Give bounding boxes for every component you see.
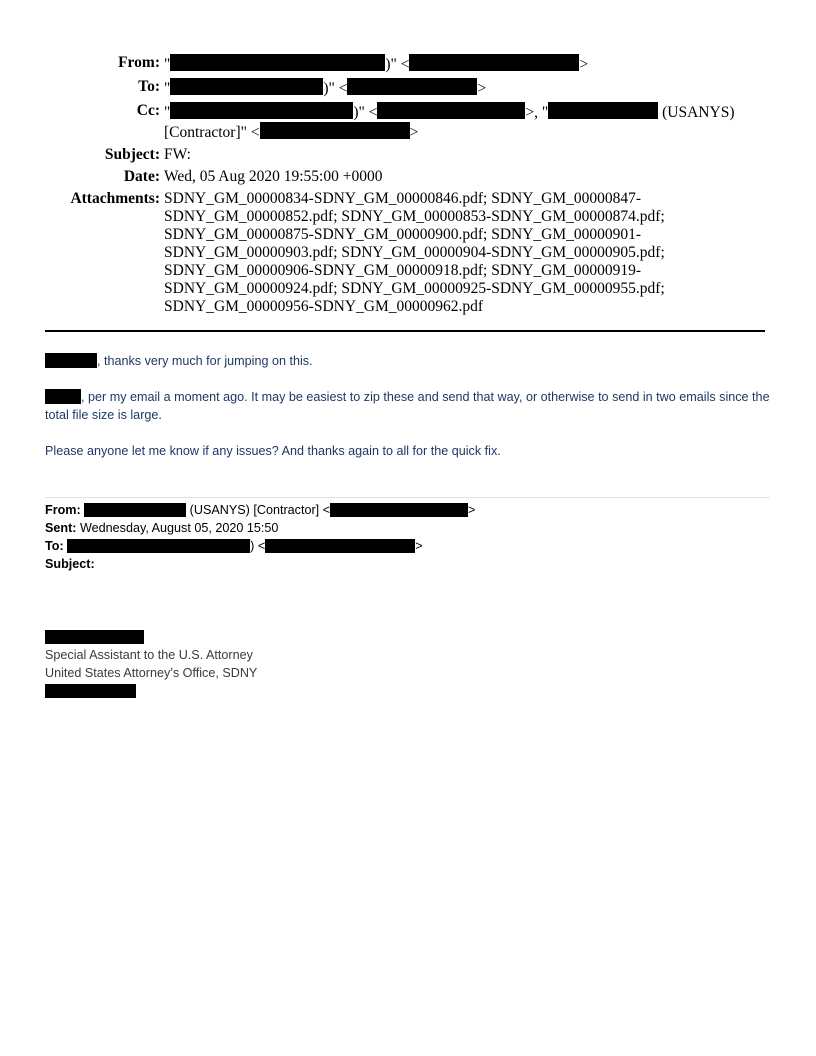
to-label: To: xyxy=(138,78,160,95)
cc-usanys: (USANYS) xyxy=(662,104,735,121)
attachment-line[interactable]: SDNY_GM_00000956-SDNY_GM_00000962.pdf xyxy=(164,298,484,315)
redaction xyxy=(170,54,385,71)
attachment-line[interactable]: SDNY_GM_00000903.pdf; SDNY_GM_00000904-SDNY_GM_00000905.pdf; xyxy=(164,244,665,261)
fwd-subject-row xyxy=(45,555,775,573)
body-paragraph xyxy=(45,352,775,370)
redaction xyxy=(84,503,186,517)
from-row xyxy=(0,54,780,74)
redaction xyxy=(347,78,477,95)
attachment-line[interactable]: SDNY_GM_00000834-SDNY_GM_00000846.pdf; SDNY_GM_00000847- xyxy=(164,190,642,207)
redaction xyxy=(170,102,353,119)
body-paragraph xyxy=(45,388,775,424)
body-paragraph xyxy=(45,442,775,460)
email-header xyxy=(0,54,780,320)
signature-block xyxy=(45,628,257,700)
signature-title: Special Assistant to the U.S. Attorney xyxy=(45,648,253,662)
date-label: Date: xyxy=(123,168,160,185)
redaction xyxy=(409,54,579,71)
body-text: , thanks very much for jumping on this. xyxy=(97,354,313,368)
attachments-label: Attachments: xyxy=(70,190,160,207)
fwd-from-suffix: (USANYS) [Contractor] < xyxy=(186,503,331,517)
redaction xyxy=(67,539,250,553)
attachment-line[interactable]: SDNY_GM_00000924.pdf; SDNY_GM_00000925-SDNY_GM_00000955.pdf; xyxy=(164,280,665,297)
fwd-subject-label: Subject: xyxy=(45,557,95,571)
signature-name xyxy=(45,628,257,646)
attachments-row xyxy=(0,190,780,316)
redaction xyxy=(265,539,415,553)
redaction xyxy=(548,102,658,119)
redaction xyxy=(45,630,144,644)
cc-row xyxy=(0,102,780,142)
redaction xyxy=(330,503,468,517)
attachment-line[interactable]: SDNY_GM_00000875-SDNY_GM_00000900.pdf; SDNY_GM_00000901- xyxy=(164,226,642,243)
fwd-from-row: From: (USANYS) [Contractor] < > xyxy=(45,503,476,517)
fwd-to-label: To: xyxy=(45,539,64,553)
fwd-sent-value: Wednesday, August 05, 2020 15:50 xyxy=(76,521,279,535)
subject-label: Subject: xyxy=(104,146,160,163)
fwd-to-row: To: ) < > xyxy=(45,539,423,553)
body-text: Please anyone let me know if any issues? And thanks again to all for the quick fix. xyxy=(45,444,501,458)
cc-value: " )" < >, " (USANYS) [Contractor]" < > xyxy=(164,104,735,141)
attachments-list xyxy=(164,190,780,316)
attachment-line[interactable]: SDNY_GM_00000852.pdf; SDNY_GM_00000853-SDNY_GM_00000874.pdf; xyxy=(164,208,665,225)
to-row xyxy=(0,78,780,98)
date-row xyxy=(0,168,780,186)
forwarded-header xyxy=(45,501,775,573)
signature-office: United States Attorney’s Office, SDNY xyxy=(45,666,258,680)
cc-label: Cc: xyxy=(136,102,160,119)
date-value: Wed, 05 Aug 2020 19:55:00 +0000 xyxy=(164,168,383,185)
from-label: From: xyxy=(118,54,160,71)
redaction xyxy=(170,78,323,95)
redaction xyxy=(45,353,97,368)
header-divider xyxy=(45,330,765,332)
to-value: " )" < > xyxy=(164,80,487,97)
fwd-sent-label: Sent: xyxy=(45,521,77,535)
from-value: " )" < > xyxy=(164,56,589,73)
subject-row xyxy=(0,146,780,164)
subject-value: FW: xyxy=(164,146,191,163)
redaction xyxy=(45,684,136,698)
fwd-from-label: From: xyxy=(45,503,81,517)
signature-extra xyxy=(45,682,257,700)
cc-contractor: [Contractor]" xyxy=(164,124,247,141)
message-body xyxy=(45,352,775,478)
redaction xyxy=(45,389,81,404)
fwd-sent-row xyxy=(45,519,775,537)
forward-divider xyxy=(45,497,770,498)
redaction xyxy=(260,122,410,139)
body-text: , per my email a moment ago. It may be easiest to zip these and send that way, or otherwise to send in two emails since the total file size is large. xyxy=(45,390,770,422)
attachment-line[interactable]: SDNY_GM_00000906-SDNY_GM_00000918.pdf; SDNY_GM_00000919- xyxy=(164,262,642,279)
redaction xyxy=(377,102,525,119)
